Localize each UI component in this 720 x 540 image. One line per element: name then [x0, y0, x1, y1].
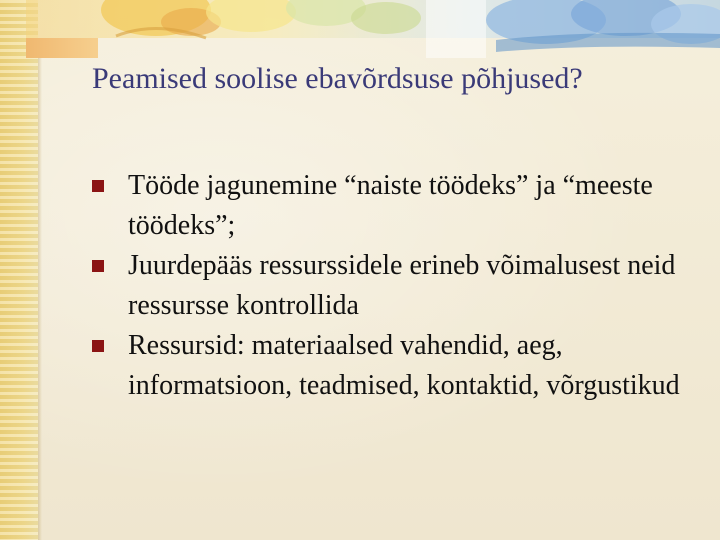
bullet-list — [92, 166, 702, 406]
left-decorative-strip — [0, 0, 38, 540]
title-area — [92, 58, 652, 100]
square-bullet-icon — [92, 340, 104, 352]
bullet-text: Ressursid: materiaalsed vahendid, aeg, informatsioon, teadmised, kontaktid, võrgustikud — [128, 330, 680, 401]
bullet-item — [92, 246, 702, 326]
strip-shadow — [38, 40, 42, 540]
square-bullet-icon — [92, 180, 104, 192]
bullet-text: Tööde jagunemine “naiste töödeks” ja “meeste töödeks”; — [128, 170, 653, 241]
square-bullet-icon — [92, 260, 104, 272]
floral-banner-image — [26, 0, 720, 58]
bullet-item — [92, 326, 702, 406]
bullet-text: Juurdepääs ressurssidele erineb võimalusest neid ressursse kontrollida — [128, 250, 676, 321]
slide-title: Peamised soolise ebavõrdsuse põhjused? — [92, 62, 583, 95]
bullet-item — [92, 166, 702, 246]
